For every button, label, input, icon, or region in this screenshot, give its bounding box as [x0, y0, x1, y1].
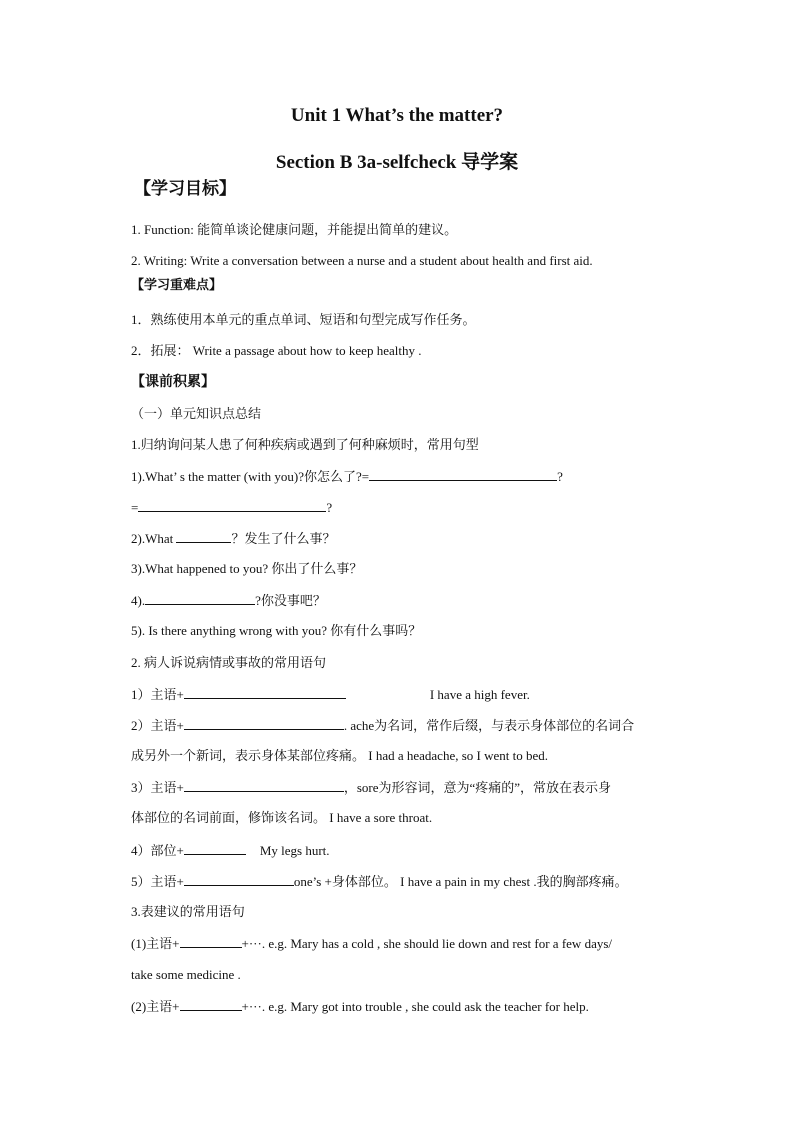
q2-4-text: 4）部位+ — [131, 843, 184, 858]
q2-5-note: one’s +身体部位。 I have a pain in my chest .我的胸部疼痛。 — [293, 874, 628, 889]
answer-blank[interactable] — [184, 778, 344, 792]
question-3-title: 3.表建议的常用语句 — [131, 904, 245, 919]
answer-blank[interactable] — [138, 498, 326, 512]
answer-blank[interactable] — [184, 716, 344, 730]
q3-2-text: (2)主语+ — [131, 999, 180, 1014]
answer-blank[interactable] — [145, 591, 255, 605]
question-2-item-2 — [131, 716, 634, 735]
q2-3-note: ，sore为形容词，意为“疼痛的”，常放在表示身 — [343, 780, 612, 795]
answer-blank[interactable] — [184, 872, 294, 886]
key-point-2: 2．拓展： Write a passage about how to keep healthy . — [131, 343, 422, 358]
q2-1-text: 1）主语+ — [131, 687, 184, 702]
question-2-item-2-cont: 成另外一个新词，表示身体某部位疼痛。 I had a headache, so I went to bed. — [131, 748, 549, 763]
summary-heading: （一）单元知识点总结 — [131, 406, 262, 421]
q2-3-text: 3）主语+ — [131, 780, 184, 795]
q2-2-text: 2）主语+ — [131, 718, 184, 733]
key-point-1: 1．熟练使用本单元的重点单词、短语和句型完成写作任务。 — [131, 312, 476, 327]
q1-1-end: ? — [557, 469, 563, 484]
q1-1-end2: ? — [326, 500, 333, 515]
unit-title: Unit 1 What’s the matter? — [290, 105, 504, 126]
q2-2-note: . ache为名词，常作后缀，与表示身体部位的名词合 — [343, 718, 635, 733]
q3-1-text: (1)主语+ — [131, 936, 180, 951]
q3-1-example: +···. e.g. Mary has a cold , she should lie down and rest for a few days/ — [241, 936, 613, 951]
q1-4-text: 4). — [131, 593, 146, 608]
q1-1-text: 1).What’ s the matter (with you)?你怎么了?= — [131, 469, 370, 484]
answer-blank[interactable] — [184, 841, 246, 855]
question-3-item-1 — [131, 934, 612, 953]
key-points-heading: 【学习重难点】 — [131, 277, 223, 292]
question-3-item-2 — [131, 997, 589, 1016]
q2-4-example: My legs hurt. — [259, 843, 330, 858]
q1-4-end: ?你没事吧？ — [255, 593, 326, 608]
question-1-item-1 — [131, 467, 563, 486]
answer-blank[interactable] — [176, 529, 231, 543]
question-1-item-5: 5). Is there anything wrong with you? 你有什么事吗？ — [131, 623, 422, 638]
question-2-title: 2. 病人诉说病情或事故的常用语句 — [131, 655, 327, 670]
question-1-item-2 — [131, 529, 336, 548]
question-2-item-5 — [131, 872, 628, 891]
answer-blank[interactable] — [184, 685, 346, 699]
preview-heading: 【课前积累】 — [131, 375, 215, 390]
answer-blank[interactable] — [180, 997, 242, 1011]
q1-2-text: 2).What — [131, 531, 177, 546]
q2-1-example: I have a high fever. — [429, 687, 530, 702]
question-2-item-3-cont: 体部位的名词前面，修饰该名词。 I have a sore throat. — [131, 810, 433, 825]
question-2-item-1 — [131, 685, 530, 704]
section-title: Section B 3a-selfcheck 导学案 — [275, 152, 519, 173]
question-1-item-3: 3).What happened to you? 你出了什么事？ — [131, 561, 363, 576]
question-1-title: 1.归纳询问某人患了何种疾病或遇到了何种麻烦时，常用句型 — [131, 437, 479, 452]
question-3-item-1-cont: take some medicine . — [131, 967, 241, 982]
objective-function: 1. Function: 能简单谈论健康问题，并能提出简单的建议。 — [131, 222, 458, 237]
q1-2-end: ？发生了什么事？ — [231, 531, 336, 546]
answer-blank[interactable] — [180, 934, 242, 948]
question-1-item-1-cont — [131, 498, 332, 517]
q1-1-eq: = — [131, 500, 139, 515]
q3-2-example: +···. e.g. Mary got into trouble , she could ask the teacher for help. — [241, 999, 589, 1014]
question-1-item-4 — [131, 591, 326, 610]
question-2-item-3 — [131, 778, 611, 797]
q2-5-text: 5）主语+ — [131, 874, 184, 889]
objectives-heading: 【学习目标】 — [134, 179, 236, 198]
objective-writing: 2. Writing: Write a conversation between a nurse and a student about health and first aid. — [131, 253, 593, 268]
question-2-item-4 — [131, 841, 330, 860]
answer-blank[interactable] — [369, 467, 557, 481]
